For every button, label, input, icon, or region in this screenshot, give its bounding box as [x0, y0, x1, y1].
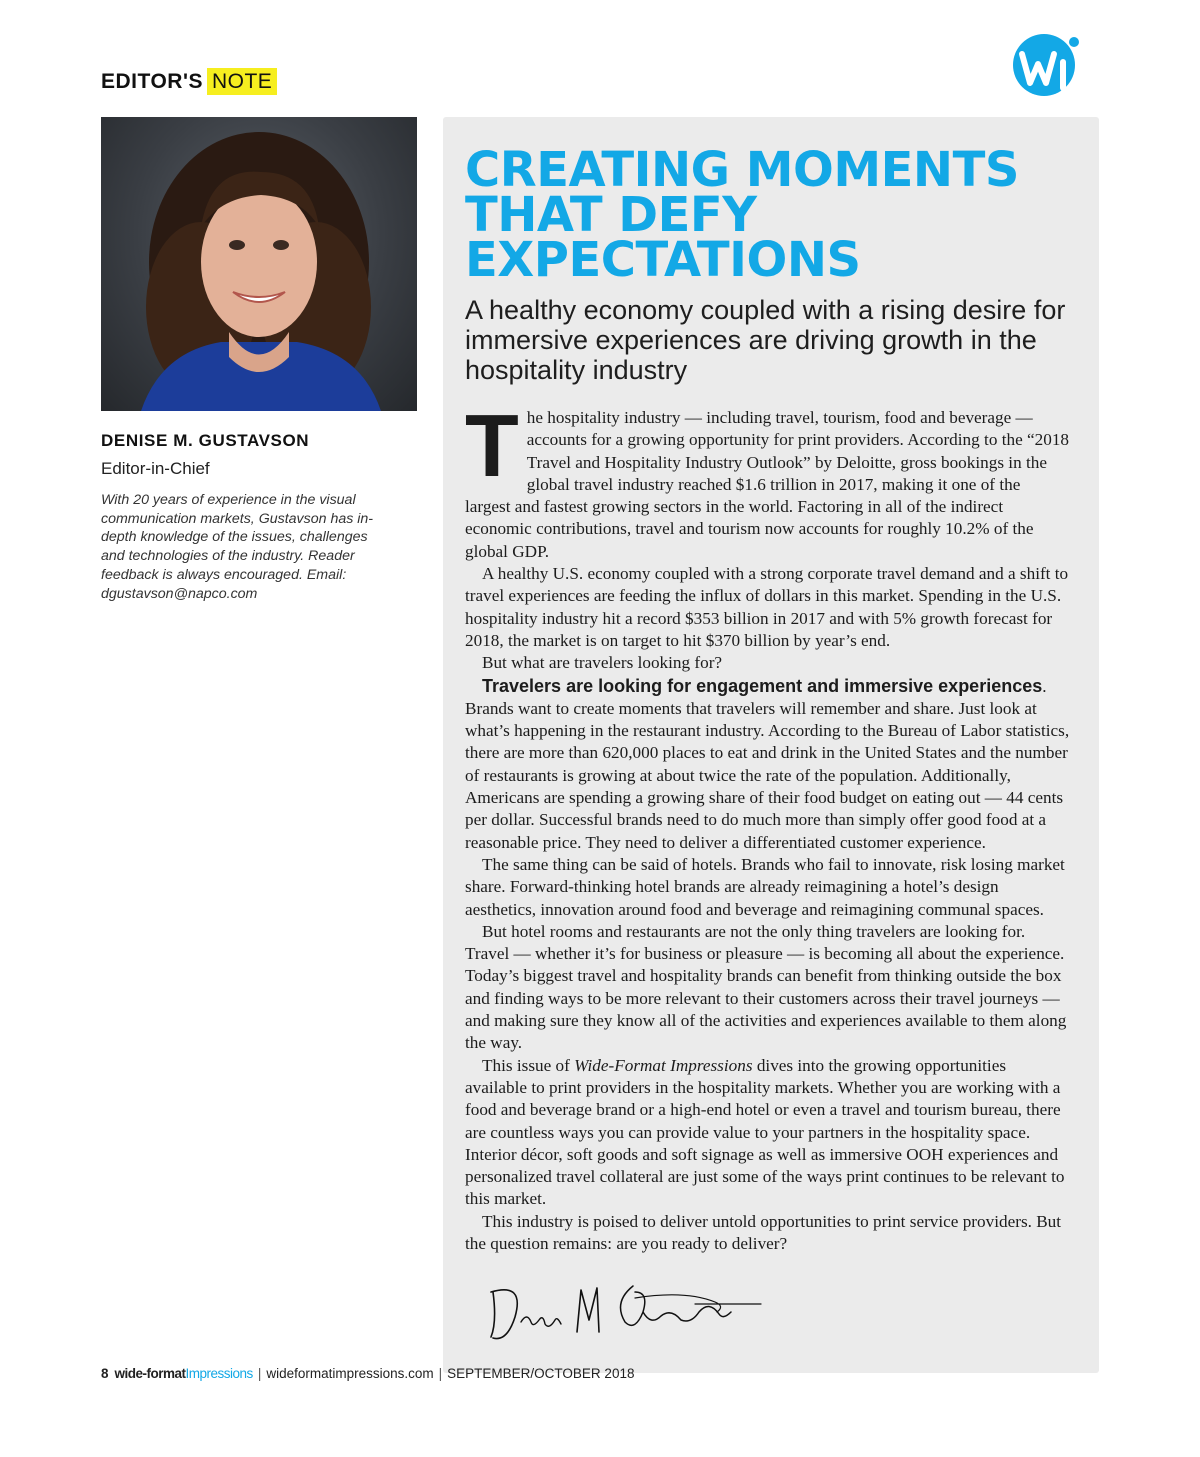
- author-title: Editor-in-Chief: [101, 459, 210, 478]
- article-body: [465, 396, 1070, 1255]
- paragraph-6: But hotel rooms and restaurants are not the only thing travelers are looking for. Travel — whether it’s for business or pleasure — is becoming all about the experience. Today’s biggest travel and hospitality brands can benefit from thinking outside the box and finding ways to be more relevant to their customers across their travel journeys — and making sure they know all of the activities and experiences available to them along the way.: [465, 921, 1067, 1053]
- paragraph-5: The same thing can be said of hotels. Brands who fail to innovate, risk losing market share. Forward-thinking hotel brands are already reimagining a hotel’s design aesthetics, innovation around food and beverage and reimagining communal spaces.: [465, 854, 1065, 919]
- publication-title: Wide-Format Impressions: [574, 1055, 753, 1075]
- footer-separator-2: |: [438, 1366, 443, 1381]
- paragraph-4-lead: Travelers are looking for engagement and immersive experiences: [482, 675, 1043, 696]
- author-photo: [101, 117, 417, 411]
- signature-icon: [485, 1262, 765, 1354]
- paragraph-1-text: he hospitality industry — including travel, tourism, food and beverage — accounts for a growing opportunity for print providers. According to the “2018 Travel and Hospitality Industry Outlook” by Deloitte, gross bookings in the global travel industry reached $1.6 trillion in 2017, making it one of the largest and fastest growing sectors in the world. Factoring in all of the indirect economic contributions, travel and tourism now accounts for roughly 10.2% of the global GDP.: [465, 408, 1070, 561]
- footer-brand-a: wide-format: [114, 1366, 186, 1381]
- paragraph-4: [465, 675, 1070, 854]
- paragraph-4-text: . Brands want to create moments that travelers will remember and share. Just look at what’s happening in the restaurant industry. According to the Bureau of Labor statistics, there are more than 620,000 places to eat and drink in the United States and the number of restaurants is growing at about twice the rate of the population. Additionally, Americans are spending a growing share of their food budget on eating out — 44 cents per dollar. Successful brands need to do much more than simply offer good food at a reasonable price. They need to deliver a differentiated customer experience.: [465, 676, 1070, 852]
- paragraph-2: A healthy U.S. economy coupled with a strong corporate travel demand and a shift to travel experiences are feeding the influx of dollars in this market. Spending in the U.S. hospitality industry hit a record $353 billion in 2017 and with 5% growth forecast for 2018, the market is on target to hit $370 billion by year’s end.: [465, 564, 1069, 650]
- article-subhead: A healthy economy coupled with a rising desire for immersive experiences are driving growth in the hospitality industry: [465, 295, 1066, 385]
- paragraph-3: But what are travelers looking for?: [482, 653, 723, 673]
- page-number: 8: [101, 1366, 109, 1381]
- page-footer: [101, 1366, 634, 1381]
- paragraph-8: This industry is poised to deliver untold opportunities to print service providers. But the question remains: are you ready to deliver?: [465, 1211, 1062, 1253]
- wi-logo-icon: [1008, 28, 1084, 98]
- footer-website: wideformatimpressions.com: [266, 1366, 434, 1381]
- section-label: [101, 70, 277, 94]
- portrait-photo-icon: [101, 117, 417, 411]
- section-label-highlight: NOTE: [207, 68, 277, 95]
- paragraph-7-text-a: This issue of: [482, 1055, 575, 1075]
- paragraph-1: [465, 396, 1070, 563]
- paragraph-7: [465, 1055, 1070, 1211]
- paragraph-7-text-b: dives into the growing opportunities available to print providers in the hospitality markets. Whether you are working with a food and beverage brand or a high-end hotel or even a travel and tourism bureau, there are countless ways you can provide value to your partners in the hospitality space. Interior décor, soft goods and soft signage as well as immersive OOH experiences and personalized travel collateral are just some of the ways print continues to be relevant to this market.: [465, 1055, 1065, 1209]
- footer-brand-b: Impressions: [185, 1366, 253, 1381]
- author-name: DENISE M. GUSTAVSON: [101, 431, 310, 450]
- footer-issue: SEPTEMBER/OCTOBER 2018: [447, 1366, 635, 1381]
- article-headline: CREATING MOMENTS THAT DEFY EXPECTATIONS: [465, 142, 1019, 288]
- dropcap: T: [465, 396, 519, 495]
- author-bio: With 20 years of experience in the visual communication markets, Gustavson has in-depth knowledge of the issues, challenges and technologies of the industry. Reader feedback is always encouraged. Email: dgustavson@napco.com: [101, 492, 374, 602]
- footer-separator-1: |: [257, 1366, 262, 1381]
- section-label-text: EDITOR'S: [101, 70, 203, 93]
